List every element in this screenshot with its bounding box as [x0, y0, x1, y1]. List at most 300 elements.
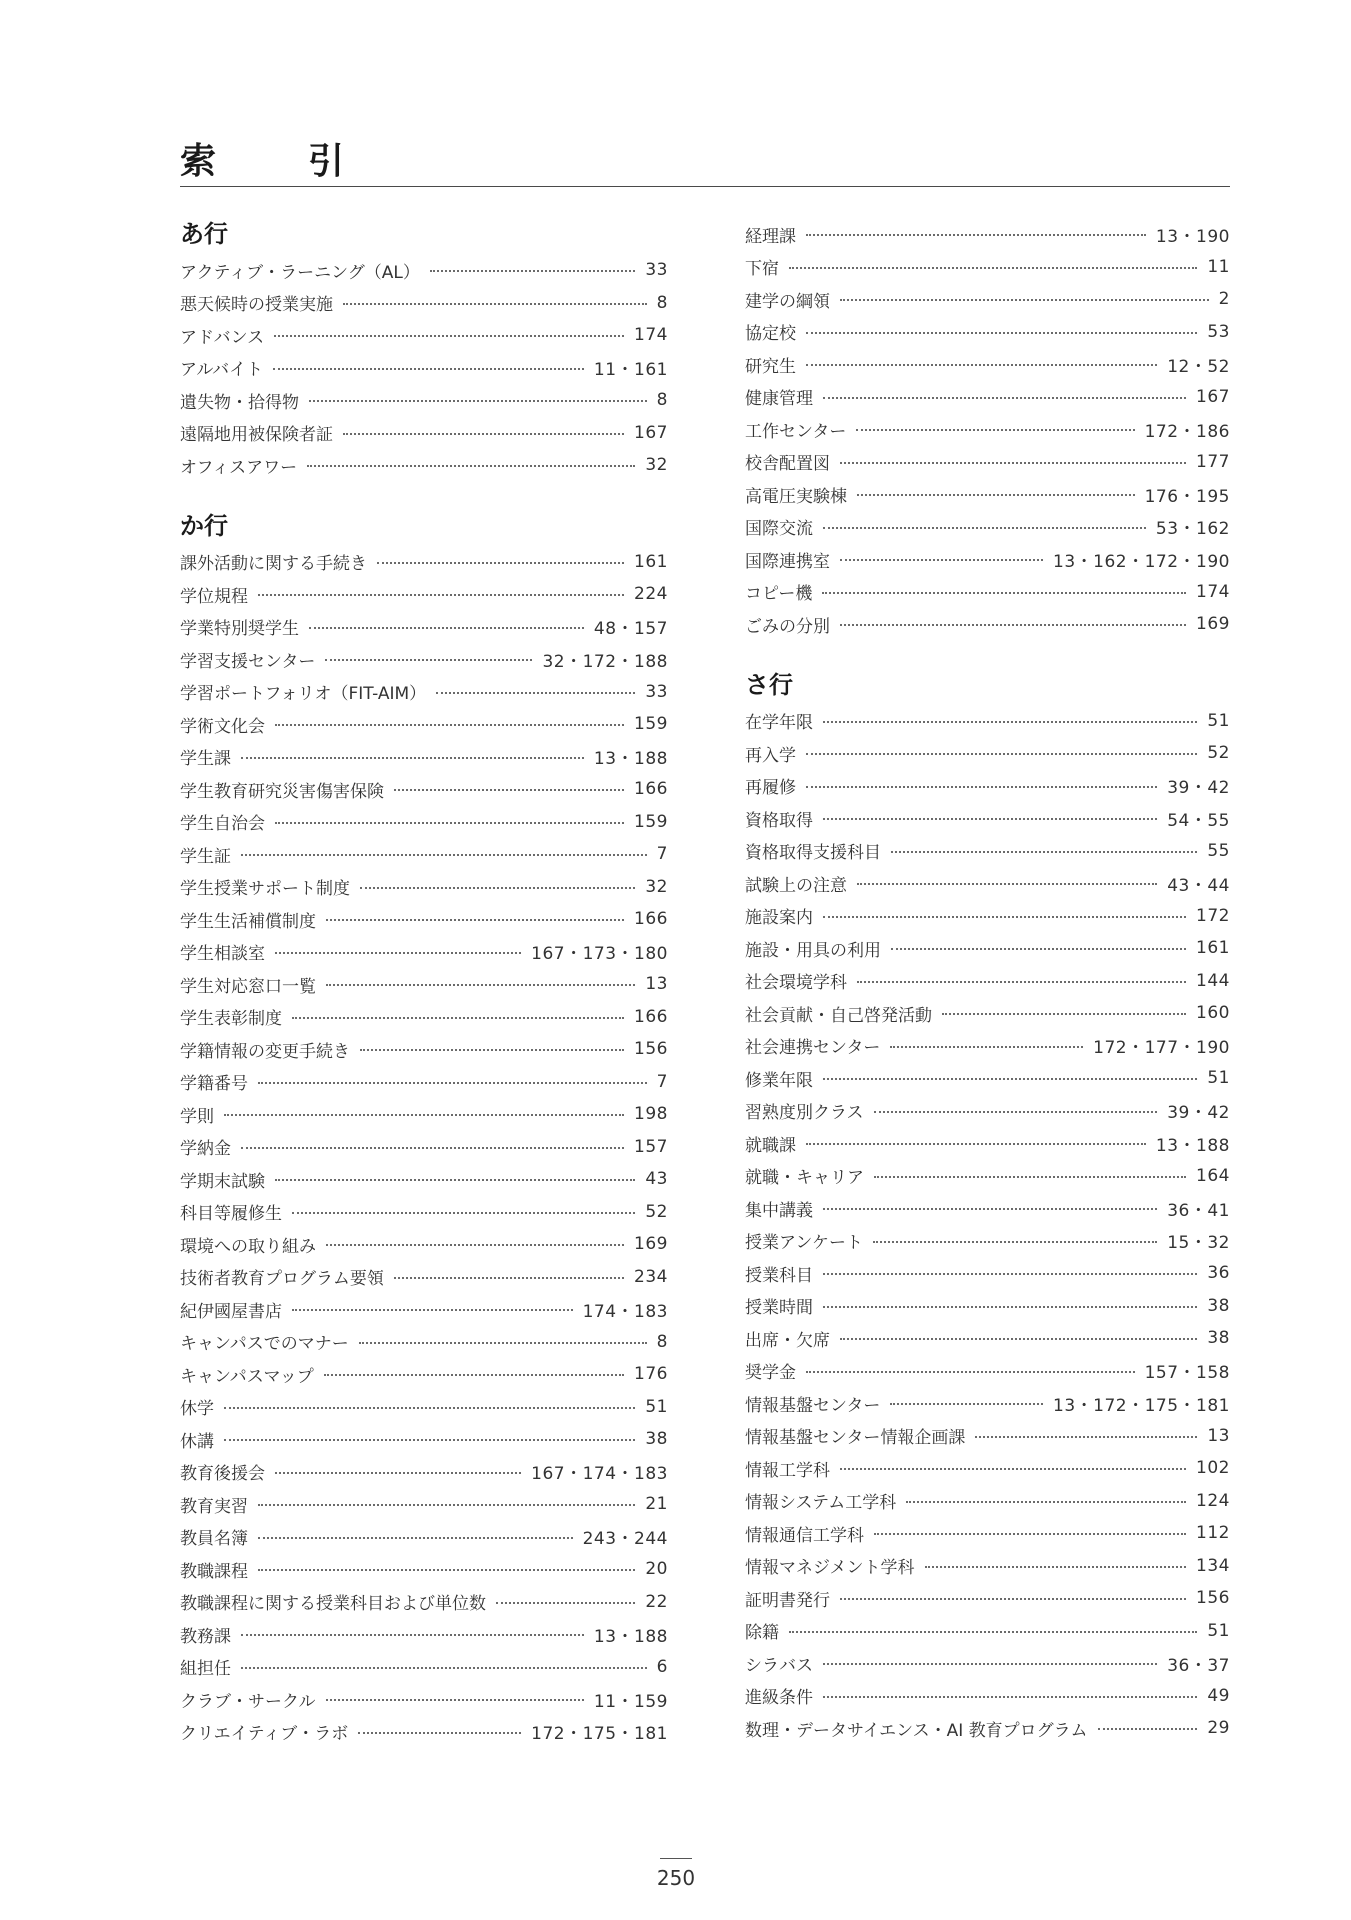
index-page-ref: 166 [634, 1006, 668, 1027]
index-term: 就職課 [745, 1135, 796, 1156]
index-entry [745, 218, 1230, 251]
index-entry [180, 287, 668, 320]
index-term: 学期末試験 [180, 1171, 265, 1192]
index-term: 協定校 [745, 324, 796, 345]
page-number-divider [660, 1858, 692, 1859]
index-term: キャンパスマップ [180, 1366, 314, 1387]
dot-leader [891, 948, 1186, 950]
index-page-ref: 53・162 [1155, 519, 1230, 540]
index-entry [745, 316, 1230, 349]
index-entry [745, 1615, 1230, 1648]
index-term: 悪天候時の授業実施 [180, 295, 333, 316]
index-entry [180, 319, 668, 352]
index-term: 学習ポートフォリオ（FIT-AIM） [180, 684, 427, 705]
dot-leader [823, 1273, 1197, 1275]
index-entry [745, 1225, 1230, 1258]
dot-leader [436, 692, 635, 694]
index-term: 就職・キャリア [745, 1168, 864, 1189]
dot-leader [840, 559, 1043, 561]
dot-leader [942, 1013, 1186, 1015]
index-page-ref: 13・188 [1155, 1135, 1230, 1156]
index-entry [180, 1001, 668, 1034]
section-heading: あ行 [180, 220, 228, 248]
index-page-ref: 224 [634, 584, 668, 605]
index-term: 資格取得支援科目 [745, 843, 881, 864]
index-entry [180, 1456, 668, 1489]
dot-leader [840, 1468, 1186, 1470]
index-term: キャンパスでのマナー [180, 1334, 349, 1355]
dot-leader [258, 1537, 573, 1539]
index-page-ref: 48・157 [593, 619, 668, 640]
index-term: アクティブ・ラーニング（AL） [180, 262, 420, 283]
index-page-ref: 174・183 [582, 1301, 668, 1322]
index-term: 教育実習 [180, 1496, 248, 1517]
section-spacer [180, 482, 668, 510]
index-term: 出席・欠席 [745, 1330, 830, 1351]
index-page-ref: 167・173・180 [531, 944, 668, 965]
index-page-ref: 172・177・190 [1093, 1038, 1230, 1059]
dot-leader [359, 1342, 647, 1344]
index-page-ref: 166 [634, 779, 668, 800]
index-page-ref: 164 [1196, 1165, 1230, 1186]
index-entry [180, 1033, 668, 1066]
index-entry [180, 417, 668, 450]
index-term: 証明書発行 [745, 1590, 830, 1611]
index-term: 学生自治会 [180, 814, 265, 835]
index-term: 課外活動に関する手続き [180, 554, 367, 575]
index-page-ref: 49 [1207, 1685, 1230, 1706]
index-term: 学生表彰制度 [180, 1009, 282, 1030]
index-page-ref: 54・55 [1167, 810, 1230, 831]
index-term: 習熟度別クラス [745, 1103, 864, 1124]
index-entry [180, 773, 668, 806]
index-entry [745, 900, 1230, 933]
index-entry [180, 449, 668, 482]
dot-leader [806, 753, 1197, 755]
index-entry [180, 676, 668, 709]
index-entry [745, 1680, 1230, 1713]
index-term: 下宿 [745, 259, 779, 280]
page-title: 索 引 [180, 141, 373, 182]
index-entry [180, 1618, 668, 1651]
index-page-ref: 144 [1196, 970, 1230, 991]
index-page-ref: 7 [656, 1071, 668, 1092]
dot-leader [224, 1407, 635, 1409]
index-page-ref: 198 [634, 1104, 668, 1125]
index-entry [745, 608, 1230, 641]
index-page-ref: 172 [1196, 905, 1230, 926]
dot-leader [874, 1176, 1186, 1178]
index-page-ref: 157 [634, 1136, 668, 1157]
index-entry [180, 1228, 668, 1261]
index-entry [745, 413, 1230, 446]
dot-leader [840, 462, 1186, 464]
index-entry [745, 381, 1230, 414]
index-page-ref: 234 [634, 1266, 668, 1287]
index-entry [745, 283, 1230, 316]
dot-leader [840, 624, 1186, 626]
index-page-ref: 38 [1207, 1328, 1230, 1349]
dot-leader [258, 1569, 635, 1571]
index-entry [180, 1098, 668, 1131]
index-term: 学業特別奨学生 [180, 619, 299, 640]
index-entry [745, 802, 1230, 835]
index-term: シラバス [745, 1655, 813, 1676]
index-term: 情報基盤センター [745, 1395, 881, 1416]
index-term: 学生教育研究災害傷害保険 [180, 781, 384, 802]
index-entry [180, 1196, 668, 1229]
index-entry [180, 936, 668, 969]
index-entry [745, 1062, 1230, 1095]
index-term: 学習支援センター [180, 651, 316, 672]
index-term: 遺失物・拾得物 [180, 392, 299, 413]
index-entry [745, 576, 1230, 609]
index-term: 学籍情報の変更手続き [180, 1041, 350, 1062]
index-page-ref: 176 [634, 1364, 668, 1385]
index-entry [180, 1293, 668, 1326]
index-entry [745, 1355, 1230, 1388]
dot-leader [309, 627, 584, 629]
index-page-ref: 177 [1196, 451, 1230, 472]
index-page-ref: 32・172・188 [542, 651, 668, 672]
index-entry [745, 1290, 1230, 1323]
index-entry [180, 1586, 668, 1619]
dot-leader [906, 1501, 1186, 1503]
dot-leader [275, 822, 624, 824]
index-page-ref: 159 [634, 811, 668, 832]
dot-leader [840, 1598, 1186, 1600]
dot-leader [325, 659, 532, 661]
index-entry [180, 546, 668, 579]
dot-leader [274, 335, 624, 337]
index-page-ref: 38 [1207, 1295, 1230, 1316]
dot-leader [241, 854, 647, 856]
index-entry [745, 867, 1230, 900]
dot-leader [840, 299, 1209, 301]
index-page-ref: 13 [1207, 1425, 1230, 1446]
index-term: 情報工学科 [745, 1460, 830, 1481]
dot-leader [857, 883, 1157, 885]
index-page-ref: 156 [1196, 1588, 1230, 1609]
index-page-ref: 52 [645, 1201, 668, 1222]
index-page-ref: 22 [645, 1591, 668, 1612]
index-page-ref: 11・159 [593, 1691, 668, 1712]
index-page-ref: 29 [1207, 1718, 1230, 1739]
index-term: 再入学 [745, 745, 796, 766]
dot-leader [823, 1696, 1197, 1698]
index-entry [180, 1326, 668, 1359]
index-term: 学術文化会 [180, 716, 265, 737]
dot-leader [360, 1049, 624, 1051]
index-page-ref: 53 [1207, 321, 1230, 342]
dot-leader [241, 1634, 584, 1636]
index-term: 施設・用具の利用 [745, 940, 881, 961]
index-page-ref: 36・37 [1167, 1655, 1230, 1676]
index-term: 除籍 [745, 1623, 779, 1644]
index-entry [745, 1387, 1230, 1420]
dot-leader [823, 1208, 1157, 1210]
index-entry [745, 1485, 1230, 1518]
dot-leader [258, 1504, 635, 1506]
index-page-ref: 161 [1196, 938, 1230, 959]
index-term: クリエイティブ・ラボ [180, 1724, 349, 1745]
index-entry [745, 1517, 1230, 1550]
index-page-ref: 21 [645, 1494, 668, 1515]
index-page-ref: 13 [645, 974, 668, 995]
index-entry [180, 1131, 668, 1164]
index-term: クラブ・サークル [180, 1691, 316, 1712]
index-term: 数理・データサイエンス・AI 教育プログラム [745, 1720, 1088, 1741]
index-page-ref: 157・158 [1144, 1363, 1230, 1384]
index-entry [745, 1030, 1230, 1063]
index-term: 休講 [180, 1431, 214, 1452]
index-entry [180, 1716, 668, 1749]
dot-leader [326, 1244, 624, 1246]
index-page-ref: 51 [1207, 1620, 1230, 1641]
index-entry [745, 997, 1230, 1030]
page-number: 250 [656, 1866, 696, 1890]
dot-leader [823, 1663, 1157, 1665]
dot-leader [292, 1309, 573, 1311]
dot-leader [890, 1403, 1043, 1405]
index-entry [745, 511, 1230, 544]
index-term: 建学の綱領 [745, 291, 830, 312]
index-entry [745, 1257, 1230, 1290]
index-entry [180, 1683, 668, 1716]
index-page-ref: 52 [1207, 743, 1230, 764]
index-entry [180, 1066, 668, 1099]
dot-leader [789, 267, 1197, 269]
dot-leader [275, 1179, 635, 1181]
index-term: 教員名簿 [180, 1529, 248, 1550]
dot-leader [309, 400, 647, 402]
index-page-ref: 51 [645, 1396, 668, 1417]
index-page-ref: 174 [634, 325, 668, 346]
index-entry [180, 643, 668, 676]
index-entry [180, 871, 668, 904]
index-term: 修業年限 [745, 1070, 813, 1091]
dot-leader [925, 1566, 1187, 1568]
index-entry [745, 1550, 1230, 1583]
index-entry [745, 1095, 1230, 1128]
dot-leader [891, 851, 1197, 853]
dot-leader [874, 1533, 1186, 1535]
dot-leader [890, 1046, 1083, 1048]
title-divider [180, 186, 1230, 187]
index-term: 科目等履修生 [180, 1204, 282, 1225]
index-page-ref: 39・42 [1167, 1103, 1230, 1124]
index-term: 教務課 [180, 1626, 231, 1647]
dot-leader [806, 1143, 1146, 1145]
dot-leader [224, 1439, 635, 1441]
index-entry [180, 352, 668, 385]
index-page-ref: 15・32 [1167, 1233, 1230, 1254]
index-term: ごみの分別 [745, 616, 830, 637]
section-spacer [745, 641, 1230, 669]
index-term: 資格取得 [745, 810, 813, 831]
index-entry [180, 254, 668, 287]
index-entry [745, 965, 1230, 998]
index-term: 学生相談室 [180, 944, 265, 965]
index-page-ref: 13・172・175・181 [1053, 1395, 1230, 1416]
dot-leader [823, 527, 1146, 529]
index-page-ref: 160 [1196, 1003, 1230, 1024]
dot-leader [326, 919, 624, 921]
index-term: 社会貢献・自己啓発活動 [745, 1005, 932, 1026]
dot-leader [823, 916, 1186, 918]
index-term: 国際連携室 [745, 551, 830, 572]
index-entry [745, 251, 1230, 284]
index-page-ref: 8 [656, 292, 668, 313]
index-entry [180, 838, 668, 871]
index-entry [180, 1358, 668, 1391]
index-page-ref: 174 [1196, 581, 1230, 602]
index-page-ref: 169 [634, 1234, 668, 1255]
dot-leader [806, 234, 1146, 236]
index-page-ref: 172・175・181 [531, 1724, 668, 1745]
index-entry [745, 478, 1230, 511]
index-entry [745, 770, 1230, 803]
dot-leader [241, 757, 584, 759]
index-term: 紀伊國屋書店 [180, 1301, 282, 1322]
index-term: 学籍番号 [180, 1074, 248, 1095]
index-page-ref: 43・44 [1167, 875, 1230, 896]
dot-leader [857, 981, 1186, 983]
index-entry [745, 1127, 1230, 1160]
index-term: 経理課 [745, 226, 796, 247]
index-term: 情報基盤センター情報企画課 [745, 1428, 966, 1449]
index-page-ref: 12・52 [1167, 356, 1230, 377]
dot-leader [275, 724, 624, 726]
index-term: 授業科目 [745, 1265, 813, 1286]
dot-leader [496, 1602, 635, 1604]
index-term: 社会環境学科 [745, 973, 847, 994]
index-term: 情報通信工学科 [745, 1525, 864, 1546]
index-term: 学生課 [180, 749, 231, 770]
index-term: 奨学金 [745, 1363, 796, 1384]
index-column-right [745, 218, 1230, 1745]
section-heading: さ行 [745, 670, 793, 699]
index-term: 情報システム工学科 [745, 1493, 897, 1514]
index-term: 試験上の注意 [745, 875, 847, 896]
index-page-ref: 8 [656, 390, 668, 411]
index-entry [745, 1712, 1230, 1745]
dot-leader [258, 594, 624, 596]
index-term: オフィスアワー [180, 457, 298, 478]
index-entry [745, 348, 1230, 381]
index-page-ref: 13・190 [1155, 226, 1230, 247]
index-term: 学生生活補償制度 [180, 911, 316, 932]
dot-leader [360, 887, 635, 889]
index-page-ref: 32 [645, 455, 668, 476]
index-page-ref: 13・188 [593, 749, 668, 770]
index-entry [180, 611, 668, 644]
index-entry [180, 1521, 668, 1554]
index-entry [745, 1452, 1230, 1485]
index-page-ref: 32 [645, 876, 668, 897]
index-term: 学則 [180, 1106, 214, 1127]
index-page-ref: 167 [634, 422, 668, 443]
dot-leader [377, 562, 624, 564]
dot-leader [806, 364, 1157, 366]
dot-leader [823, 721, 1197, 723]
dot-leader [343, 303, 647, 305]
index-entry [745, 737, 1230, 770]
index-page-ref: 33 [645, 681, 668, 702]
index-entry [180, 1391, 668, 1424]
index-page-ref: 13・188 [593, 1626, 668, 1647]
dot-leader [273, 368, 584, 370]
dot-leader [857, 494, 1135, 496]
index-page-ref: 176・195 [1144, 486, 1230, 507]
dot-leader [823, 818, 1157, 820]
dot-leader [840, 1338, 1197, 1340]
index-term: 学生授業サポート制度 [180, 879, 350, 900]
index-page-ref: 161 [634, 551, 668, 572]
index-page-ref: 167・174・183 [531, 1464, 668, 1485]
index-term: 研究生 [745, 356, 796, 377]
dot-leader [241, 1667, 647, 1669]
section-heading: か行 [180, 511, 228, 540]
dot-leader [292, 1017, 624, 1019]
index-entry [745, 1192, 1230, 1225]
index-term: 健康管理 [745, 389, 813, 410]
index-page-ref: 102 [1196, 1458, 1230, 1479]
index-page-ref: 167 [1196, 386, 1230, 407]
dot-leader [343, 433, 624, 435]
index-entry [745, 1582, 1230, 1615]
index-page-ref: 6 [656, 1656, 668, 1677]
dot-leader [806, 1371, 1135, 1373]
index-term: 学位規程 [180, 586, 248, 607]
index-page-ref: 156 [634, 1039, 668, 1060]
dot-leader [823, 1306, 1197, 1308]
index-page-ref: 11 [1207, 256, 1230, 277]
dot-leader [326, 1699, 584, 1701]
index-page-ref: 172・186 [1144, 421, 1230, 442]
dot-leader [394, 789, 624, 791]
dot-leader [823, 397, 1186, 399]
dot-leader [224, 1114, 624, 1116]
index-term: 情報マネジメント学科 [745, 1558, 915, 1579]
index-term: 国際交流 [745, 519, 813, 540]
dot-leader [326, 984, 635, 986]
index-term: 学生証 [180, 846, 231, 867]
dot-leader [806, 332, 1197, 334]
index-entry [180, 1553, 668, 1586]
index-column-left [180, 218, 668, 1748]
index-page-ref: 7 [656, 844, 668, 865]
index-term: 学納金 [180, 1139, 231, 1160]
index-page-ref: 39・42 [1167, 778, 1230, 799]
index-entry [180, 708, 668, 741]
index-page-ref: 33 [645, 260, 668, 281]
index-term: 高電圧実験棟 [745, 486, 847, 507]
dot-leader [1098, 1728, 1198, 1730]
dot-leader [258, 1082, 647, 1084]
index-term: アルバイト [180, 360, 264, 381]
dot-leader [307, 465, 635, 467]
dot-leader [874, 1111, 1158, 1113]
index-term: 教職課程 [180, 1561, 248, 1582]
index-term: 校舎配置図 [745, 454, 830, 475]
index-term: 休学 [180, 1399, 214, 1420]
index-entry [180, 806, 668, 839]
index-entry [745, 1420, 1230, 1453]
index-entry [180, 1261, 668, 1294]
dot-leader [430, 270, 635, 272]
dot-leader [873, 1241, 1157, 1243]
